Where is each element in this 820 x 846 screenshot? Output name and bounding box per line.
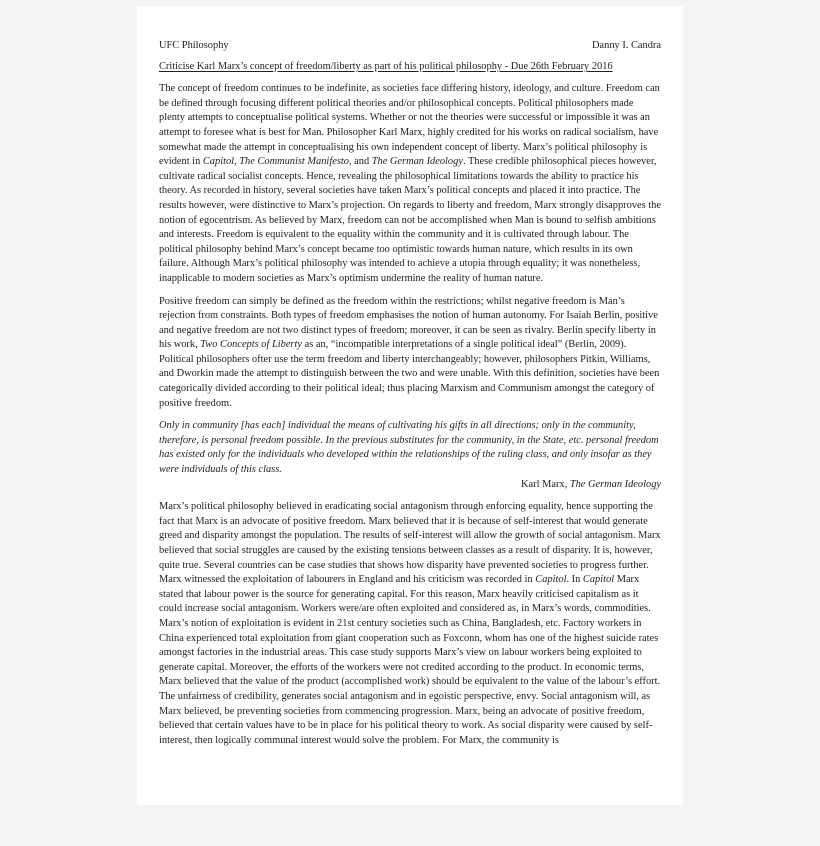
quote-attribution: Karl Marx, The German Ideology [521,478,661,490]
paragraph-positive-negative-freedom: Positive freedom can simply be defined as the freedom within the restrictions; whilst negative freedom is Man’s rejection from constraints. Both types of freedom emphasises the notion of human autonomy. For Isaiah Berlin, positive and negative freedom are not two distinct types of freedom; moreover, it can be seen as rivalry. Berlin specify liberty in his work, Two Concepts of Liberty as an, “incompatible interpretations of a single political ideal” (Berlin, 2009). Political philosophers ofter use the term freedom and liberty interchangeably; however, philosophers Pitkin, Williams, and Dworkin made the attempt to distinguish between the two and were unable. With this definition, societies have been categorically divided according to their political ideal; thus placing Marxism and Communism amongst the category of positive freedom. [159,295,660,409]
page-header [159,39,661,54]
paragraph-marx-philosophy: Marx’s political philosophy believed in eradicating social antagonism through enforcing equality, hence supporting the fact that Marx is an advocate of positive freedom. Marx believed that it is because of self-interest that would generate greed and disparity amongst the population. The results of self-interest will allow the growth of social antagonism. Marx believed that social struggles are caused by the existing tensions between classes as a result of disparity. It is, however, quite true. Several countries can be case studies that shows how disparity have prevented societies to progress further. Marx witnessed the exploitation of labourers in England and his criticism was recorded in Capitol. In Capitol Marx stated that labour power is the source for generating capital. For this reason, Marx heavily criticised capitalism as it could increase social antagonism. Workers were/are often exploited and considered as, in Marx’s words, commodities. Marx’s notion of exploitation is evident in 21st century societies such as China, Bangladesh, etc. Factory workers in China experienced total exploitation from giant cooperation such as Foxconn, whom has one of the highest suicide rates amongst factories in the industrial areas. This case study supports Marx’s view on labour workers being exploited to generate capital. Moreover, the efforts of the workers were not credited according to the product. In economic terms, Marx believed that the value of the product (accomplished work) should be equivalent to the value of the labour’s effort. The unfairness of credibility, generates social antagonism and in egoistic perspective, envy. Social antagonism will, as Marx believed, be preventing societies from commencing progression. Marx, being an advocate of positive freedom, believed that certain values have to be in place for his political theory to work. As social disparity were caused by self-interest, then logically communal interest would solve the problem. For Marx, the community is [159,501,661,746]
block-quote: Only in community [has each] individual the means of cultivating his gifts in all directions; only in the community, therefore, is personal freedom possible. In the previous substitutes for the community, in the State, etc. personal freedom has existed only for the individuals who developed within the relationships of the ruling class, and only insofar as they were individuals of this class. [159,420,659,476]
author-name: Danny I. Candra [592,40,661,51]
paragraph-intro: The concept of freedom continues to be indefinite, as societies face differing history, ideology, and culture. Freedom can be defined through focusing different political theories and/or philosophical concepts. Political philosophers made plenty attempts to conceptualise political systems. Whether or not the theories were successful or impossible it was an attempt to foresee what is best for Man. Philosopher Karl Marx, highly credited for his works on radical socialism, have somewhat made the attempt in conceptualising his own independent concept of liberty. Marx’s political philosophy is evident in Capitol, The Communist Manifesto, and The German Ideology. These credible philosophical pieces however, cultivate radical socialist concepts. Hence, revealing the philosophical limitations towards the ability to practice his theory. As recorded in history, several societies have taken Marx’s political concepts and placed it into practice. The results however, were distinctive to Marx’s projection. On regards to liberty and freedom, Marx strongly disapproves the notion of egocentrism. As believed by Marx, freedom can not be accomplished when Man is bound to selfish ambitions and interests. Freedom is equivalent to the equality within the community and it is cultivated through labour. The political philosophy behind Marx’s concept became too optimistic towards human nature, which results in its own failure. Although Marx’s political philosophy was intended to achieve a utopia through equality; it was nonetheless, inapplicable to modern societies as Marx’s optimism undermine the reality of human nature. [159,83,661,284]
document-page [137,6,683,805]
course-name: UFC Philosophy [159,40,229,51]
essay-title: Criticise Karl Marx’s concept of freedom/liberty as part of his political philosophy - Due 26th February 2016 [159,60,613,72]
